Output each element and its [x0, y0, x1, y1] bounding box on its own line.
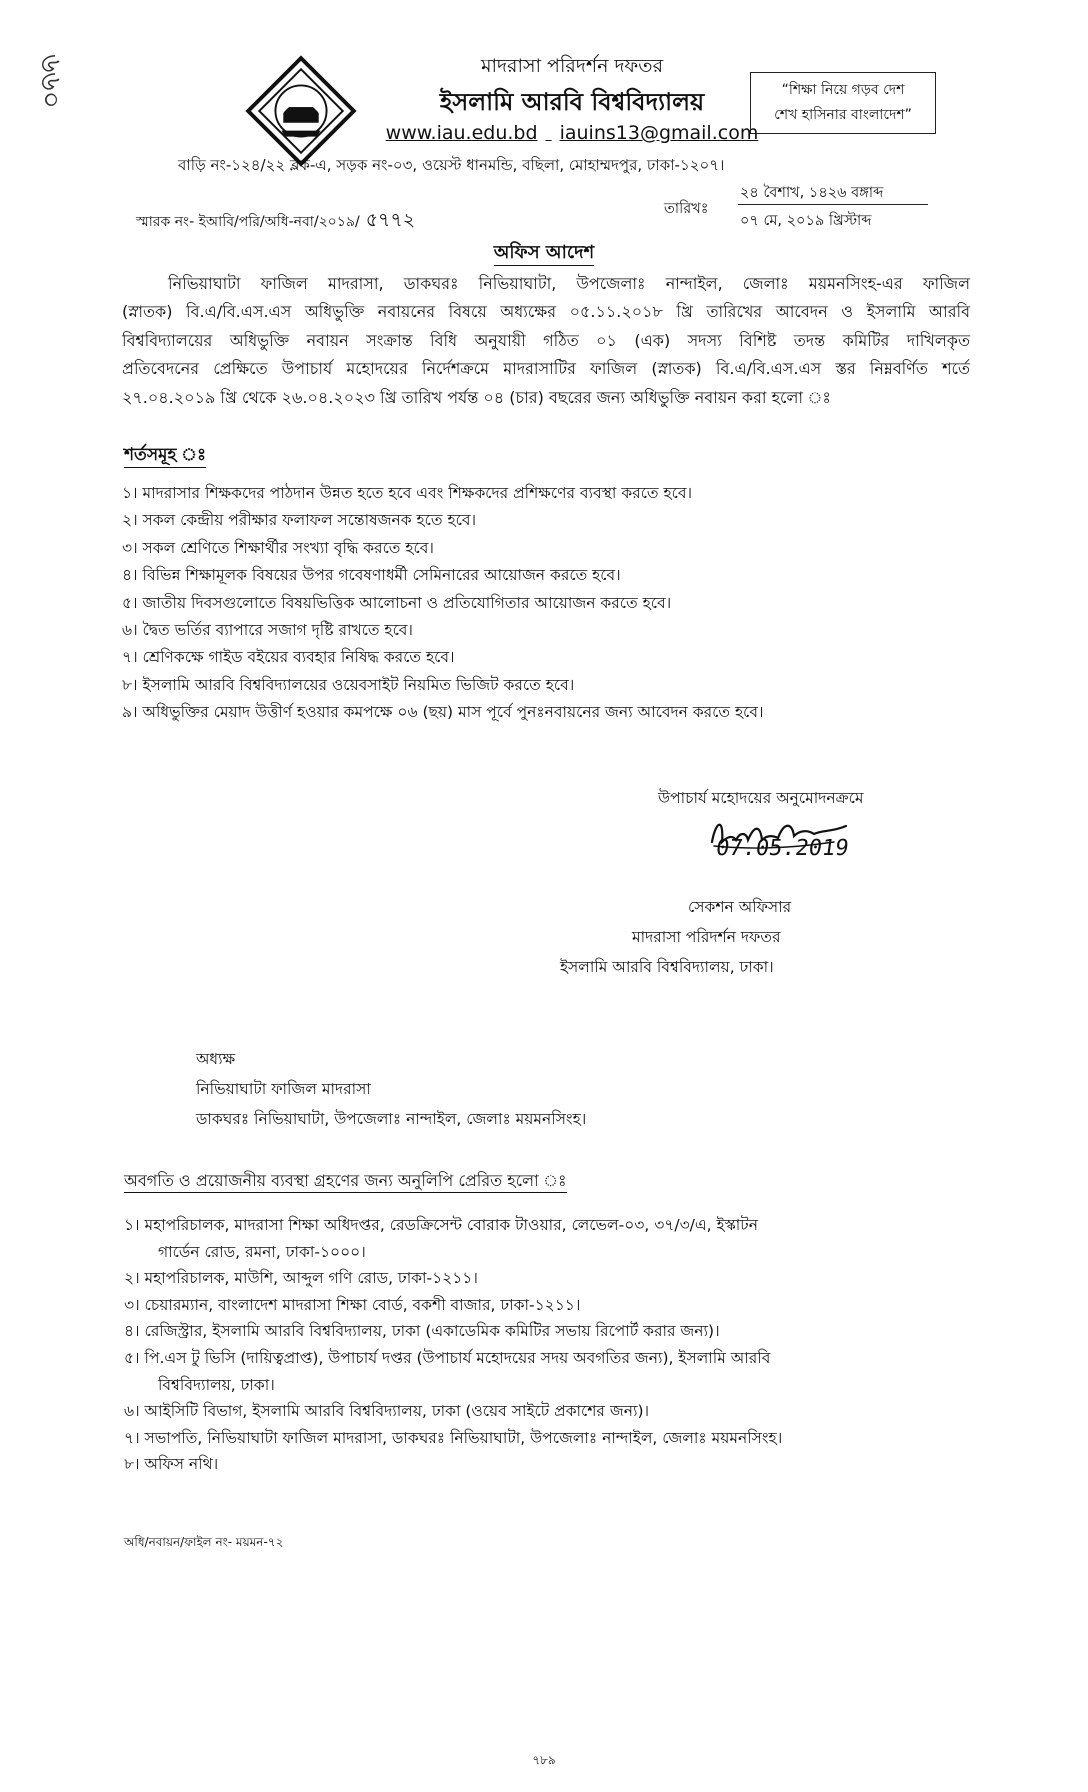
condition-item: ৯। অধিভুক্তির মেয়াদ উত্তীর্ণ হওয়ার কমপক্ষে ০৬ (ছয়) মাস পূর্বে পুনঃনবায়নের জন্য আবেদন করতে হবে।	[122, 703, 764, 722]
condition-item: ২। সকল কেন্দ্রীয় পরীক্ষার ফলাফল সন্তোষজনক হতে হবে।	[122, 511, 476, 530]
date-gregorian: ০৭ মে, ২০১৯ খ্রিস্টাব্দ	[740, 213, 872, 229]
date-label: তারিখঃ	[664, 201, 709, 217]
copy-list	[124, 1212, 970, 1478]
recipient-location: ডাকঘরঃ নিভিয়াঘাটা, উপজেলাঃ নান্দাইল, জেলাঃ ময়মনসিংহ।	[196, 1110, 587, 1128]
condition-item: ১। মাদরাসার শিক্ষকদের পাঠদান উন্নত হতে হবে এবং শিক্ষকদের প্রশিক্ষণের ব্যবস্থা করতে হবে।	[122, 484, 693, 502]
condition-item: ৩। সকল শ্রেণিতে শিক্ষার্থীর সংখ্যা বৃদ্ধি করতে হবে।	[122, 538, 434, 557]
copy-item-continuation: বিশ্ববিদ্যালয়, ঢাকা।	[158, 1375, 275, 1394]
file-number: অধি/নবায়ন/ফাইল নং- ময়মন-৭২	[124, 1535, 284, 1549]
body-line: বিশ্ববিদ্যালয়ের অধিভুক্তি নবায়ন সংক্রান্ত বিধি অনুযায়ী গঠিত ০১ (এক) সদস্য বিশিষ্ট তদন্ত কমিটির দাখিলকৃত	[122, 330, 970, 350]
body-paragraph	[122, 270, 970, 412]
website-link[interactable]: www.iau.edu.bd	[385, 122, 538, 144]
body-line: প্রতিবেদনের প্রেক্ষিতে উপাচার্য মহোদয়ের নির্দেশক্রমে মাদরাসাটির ফাজিল (স্নাতক) বি.এ/বি.এস.এস স্তর নিম্নবর্ণিত শর্তে	[122, 359, 970, 379]
university-seal-icon	[242, 52, 360, 170]
recipient-address	[196, 1044, 586, 1134]
header-office: মাদরাসা পরিদর্শন দফতর	[480, 55, 664, 77]
condition-item: ৪। বিভিন্ন শিক্ষামূলক বিষয়ের উপর গবেষণাধর্মী সেমিনারের আয়োজন করতে হবে।	[122, 566, 621, 585]
recipient-title: অধ্যক্ষ	[196, 1050, 236, 1068]
slogan-line-2: শেখ হাসিনার বাংলাদেশ”	[774, 107, 912, 123]
header-university: ইসলামি আরবি বিশ্ববিদ্যালয়	[439, 88, 705, 116]
memo-reference	[136, 206, 415, 238]
copy-item-continuation: গার্ডেন রোড, রমনা, ঢাকা-১০০০।	[158, 1242, 366, 1261]
approval-note: উপাচার্য মহোদয়ের অনুমোদনক্রমে	[658, 789, 864, 807]
copy-heading: অবগতি ও প্রয়োজনীয় ব্যবস্থা গ্রহণের জন্য অনুলিপি প্রেরিত হলো ঃ	[124, 1168, 567, 1195]
document-title: অফিস আদেশ	[0, 238, 1088, 269]
body-line: ২৭.০৪.২০১৯ খ্রি থেকে ২৬.০৪.২০২৩ খ্রি তারিখ পর্যন্ত ০৪ (চার) বছরের জন্য অধিভুক্তি নবায়ন করা হলো ঃ	[122, 387, 831, 407]
body-line: নিভিয়াঘাটা ফাজিল মাদরাসা, ডাকঘরঃ নিভিয়াঘাটা, উপজেলাঃ নান্দাইল, জেলাঃ ময়মনসিংহ-এর ফাজিল	[168, 274, 970, 293]
copy-item: ৬। আইসিটি বিভাগ, ইসলামি আরবি বিশ্ববিদ্যালয়, ঢাকা (ওয়েব সাইটে প্রকাশের জন্য)।	[124, 1402, 650, 1421]
copy-item: ১। মহাপরিচালক, মাদরাসা শিক্ষা অধিদপ্তর, রেডক্রিসেন্ট বোরাক টাওয়ার, লেভেল-০৩, ৩৭/৩/এ, ইস্কাটন	[124, 1216, 758, 1234]
signatory-university: ইসলামি আরবি বিশ্ববিদ্যালয়, ঢাকা।	[560, 958, 774, 976]
recipient-institution: নিভিয়াঘাটা ফাজিল মাদরাসা	[196, 1080, 371, 1098]
conditions-heading: শর্তসমূহ ঃ	[124, 442, 206, 470]
date-divider	[738, 204, 928, 205]
condition-item: ৬। দ্বৈত ভর্তির ব্যাপারে সজাগ দৃষ্টি রাখতে হবে।	[122, 621, 413, 640]
conditions-list	[122, 480, 982, 727]
signature-date: 07.05.2019	[714, 836, 851, 861]
copy-item: ৭। সভাপতি, নিভিয়াঘাটা ফাজিল মাদরাসা, ডাকঘরঃ নিভিয়াঘাটা, উপজেলাঃ নান্দাইল, জেলাঃ ময়মনসিংহ।	[124, 1428, 783, 1447]
memo-label: স্মারক নং- ইআবি/পরি/অধি-নবা/২০১৯/	[136, 214, 360, 230]
email-link[interactable]: iauins13@gmail.com	[559, 122, 759, 144]
header-contact	[362, 122, 782, 144]
slogan-box	[750, 72, 936, 134]
signatory-block	[560, 892, 946, 982]
condition-item: ৭। শ্রেণিকক্ষে গাইড বইয়ের ব্যবহার নিষিদ্ধ করতে হবে।	[122, 648, 455, 667]
date-bangla: ২৪ বৈশাখ, ১৪২৬ বঙ্গাব্দ	[740, 185, 884, 201]
body-line: (স্নাতক) বি.এ/বি.এস.এস অধিভুক্তি নবায়নের বিষয়ে অধ্যক্ষের ০৫.১১.২০১৮ খ্রি তারিখের আবেদন ও ইসলামি আরবি	[122, 302, 970, 322]
condition-item: ৫। জাতীয় দিবসগুলোতে বিষয়ভিত্তিক আলোচনা ও প্রতিযোগিতার আয়োজন করতে হবে।	[122, 593, 672, 612]
condition-item: ৮। ইসলামি আরবি বিশ্ববিদ্যালয়ের ওয়েবসাইট নিয়মিত ভিজিট করতে হবে।	[122, 675, 575, 694]
copy-item: ৫। পি.এস টু ভিসি (দায়িত্বপ্রাপ্ত), উপাচার্য দপ্তর (উপাচার্য মহোদয়ের সদয় অবগতির জন্য), ইসলামি আরবি	[124, 1348, 771, 1367]
copy-item: ২। মহাপরিচালক, মাউশি, আব্দুল গণি রোড, ঢাকা-১২১১।	[124, 1269, 478, 1288]
copy-item: ৮। অফিস নথি।	[124, 1455, 219, 1474]
copy-item: ৩। চেয়ারম্যান, বাংলাদেশ মাদরাসা শিক্ষা বোর্ড, বকশী বাজার, ঢাকা-১২১১।	[124, 1295, 581, 1314]
copy-item: ৪। রেজিস্ট্রার, ইসলামি আরবি বিশ্ববিদ্যালয়, ঢাকা (একাডেমিক কমিটির সভায় রিপোর্ট করার জন্য)।	[124, 1322, 720, 1341]
page-number: ৭৮৯	[532, 1753, 556, 1767]
signatory-designation: সেকশন অফিসার	[688, 898, 792, 916]
header-address: বাড়ি নং-১২৪/২২ ব্লক-এ, সড়ক নং-০৩, ওয়েস্ট ধানমন্ডি, বছিলা, মোহাম্মদপুর, ঢাকা-১২০৭।	[178, 156, 725, 174]
memo-handwritten-number: ৫৭৭২	[365, 209, 416, 231]
slogan-line-1: “শিক্ষা নিয়ে গড়ব দেশ	[781, 82, 905, 98]
signatory-office: মাদরাসা পরিদর্শন দফতর	[632, 928, 781, 946]
margin-note: ৬৬০	[34, 54, 68, 109]
